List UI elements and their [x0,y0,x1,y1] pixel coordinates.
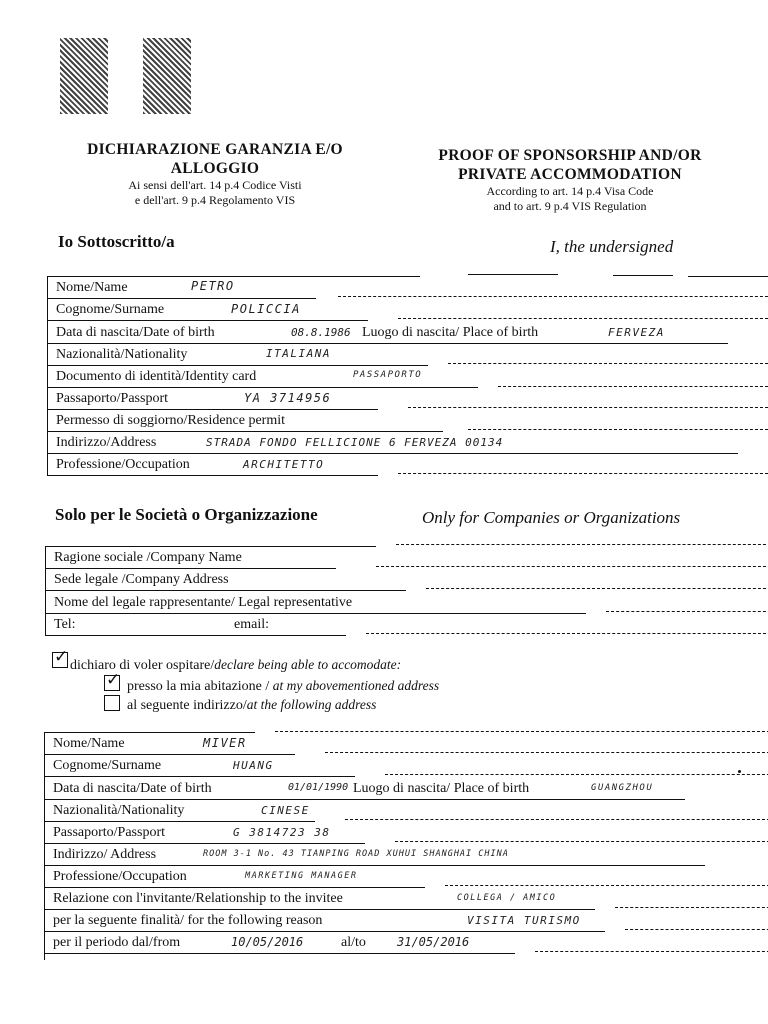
option-following-address-text-it: al seguente indirizzo/ [127,698,247,713]
stamp-mark-left [60,38,108,114]
sponsor-address-value[interactable]: STRADA FONDO FELLICIONE 6 FERVEZA 00134 [206,436,504,449]
sponsor-section-title-en: I, the undersigned [550,237,674,256]
company-name-label: Ragione sociale /Company Name [54,550,242,565]
stray-dot [738,770,741,773]
sponsor-permit-row [48,410,285,431]
invitee-relation-label: Relazione con l'invitante/Relationship to the invitee [53,891,343,906]
sponsor-occupation-label: Professione/Occupation [56,457,190,472]
invitee-purpose-label: per la seguente finalità/ for the following reason [53,913,323,928]
option-following-address-text [127,697,376,714]
declaration-check-mark: ✓ [54,647,69,667]
invitee-address-row [45,844,156,865]
sponsor-nationality-row [48,344,187,365]
invitee-name-value[interactable]: MIVER [203,736,247,750]
option-my-address-text [127,678,439,695]
declaration-checkbox[interactable] [52,647,69,668]
sponsor-permit-label: Permesso di soggiorno/Residence permit [56,413,286,428]
invitee-pob-value[interactable]: GUANGZHOU [591,783,654,793]
company-fields-box [45,546,736,636]
option-my-address-check-mark: ✓ [106,670,121,690]
sponsor-passport-row [48,388,168,409]
declaration-text-en: declare being able to accomodate: [214,657,402,672]
sponsor-id-label: Documento di identità/Identity card [56,369,257,384]
invitee-nationality-row [45,800,184,821]
invitee-period-label: per il periodo dal/from [53,935,181,950]
sponsor-name-value[interactable]: PETRO [191,279,235,293]
sponsor-nationality-label: Nazionalità/Nationality [56,347,188,362]
company-name-row [46,547,242,568]
header-it-title-line1: DICHIARAZIONE GARANZIA E/O [87,141,343,158]
invitee-passport-row [45,822,165,843]
invitee-purpose-value[interactable]: VISITA TURISMO [467,914,581,927]
sponsor-id-row [48,366,256,387]
company-email-label: email: [234,617,269,632]
company-address-label: Sede legale /Company Address [54,572,229,587]
sponsor-address-row [48,432,156,453]
sponsor-pob-label: Luogo di nascita/ Place of birth [362,325,539,340]
invitee-passport-label: Passaporto/Passport [53,825,165,840]
stamp-mark-right [143,38,191,114]
sponsor-name-label: Nome/Name [56,280,128,295]
header-en-subtitle [410,184,730,214]
invitee-name-label: Nome/Name [53,736,125,751]
sponsor-occupation-row [48,454,190,475]
invitee-surname-value[interactable]: HUANG [233,759,274,772]
invitee-period-to[interactable]: 31/05/2016 [397,935,470,949]
company-legal-rep-row [46,592,352,613]
header-it-sub-line1: Ai sensi dell'art. 14 p.4 Codice Visti [128,178,302,192]
invitee-nationality-label: Nazionalità/Nationality [53,803,185,818]
invitee-relation-row [45,888,343,909]
invitee-occupation-value[interactable]: MARKETING MANAGER [245,871,358,881]
invitee-surname-label: Cognome/Surname [53,758,162,773]
invitee-address-value[interactable]: ROOM 3-1 No. 43 TIANPING ROAD XUHUI SHANGHAI CHINA [203,849,509,859]
sponsor-surname-label: Cognome/Surname [56,302,165,317]
company-section-title: Solo per le Società o Organizzazione [55,505,318,524]
sponsor-id-value[interactable]: PASSAPORTO [353,370,423,380]
invitee-name-row [45,733,125,754]
header-en-title-line1: PROOF OF SPONSORSHIP AND/OR [438,147,702,164]
invitee-dob-value[interactable]: 01/01/1990 [288,782,349,793]
sponsor-passport-value[interactable]: YA 3714956 [244,391,332,405]
option-my-address-text-en: at my abovementioned address [272,678,440,693]
header-it-title [50,140,380,178]
invitee-surname-row [45,755,161,776]
header-en-sub-line2: and to art. 9 p.4 VIS Regulation [493,199,647,213]
header-en-title-line2: PRIVATE ACCOMMODATION [458,166,682,183]
invitee-address-label: Indirizzo/ Address [53,847,157,862]
header-it-title-line2: ALLOGGIO [170,160,260,177]
sponsor-occupation-value[interactable]: ARCHITETTO [243,458,325,471]
invitee-nationality-value[interactable]: CINESE [261,804,310,817]
company-address-row [46,569,229,590]
invitee-period-to-label: al/to [341,935,366,950]
header-en-sub-line1: According to art. 14 p.4 Visa Code [486,184,654,198]
option-following-address-checkbox[interactable] [104,695,120,711]
sponsor-name-row [48,277,128,298]
invitee-dob-row [45,778,212,799]
option-following-address-text-en: at the following address [246,697,377,712]
header-it-subtitle [50,178,380,208]
invitee-passport-value[interactable]: G 3814723 38 [233,826,331,839]
sponsor-fields-box [47,276,738,476]
invitee-occupation-label: Professione/Occupation [53,869,187,884]
header-en-title [410,146,730,184]
sponsor-nationality-value[interactable]: ITALIANA [266,347,331,360]
invitee-dob-label: Data di nascita/Date of birth [53,781,212,796]
sponsor-dob-row [48,322,215,343]
invitee-occupation-row [45,866,187,887]
option-my-address-text-it: presso la mia abitazione / [127,679,273,694]
sponsor-section-title: Io Sottoscritto/a [58,232,175,251]
invitee-fields-box [44,732,735,960]
sponsor-passport-label: Passaporto/Passport [56,391,168,406]
header-it-sub-line2: e dell'art. 9 p.4 Regolamento VIS [134,193,296,207]
sponsor-surname-row [48,299,164,320]
invitee-period-from[interactable]: 10/05/2016 [231,935,304,949]
company-section-title-en: Only for Companies or Organizations [422,508,681,527]
sponsor-surname-value[interactable]: POLICCIA [231,302,301,316]
company-tel-label: Tel: [54,617,76,632]
sponsor-dob-value[interactable]: 08.8.1986 [291,326,351,339]
company-legal-rep-label: Nome del legale rappresentante/ Legal representative [54,595,353,610]
sponsor-address-label: Indirizzo/Address [56,435,157,450]
sponsor-pob-value[interactable]: FERVEZA [608,326,665,339]
invitee-purpose-row [45,910,322,931]
option-my-address-checkbox[interactable] [104,670,121,691]
company-tel-row [46,614,76,635]
declaration-text-it: dichiaro di voler ospitare/ [70,658,215,673]
sponsor-dob-label: Data di nascita/Date of birth [56,325,215,340]
invitee-relation-value[interactable]: COLLEGA / AMICO [457,893,557,903]
invitee-pob-label: Luogo di nascita/ Place of birth [353,781,530,796]
invitee-period-row [45,932,180,953]
